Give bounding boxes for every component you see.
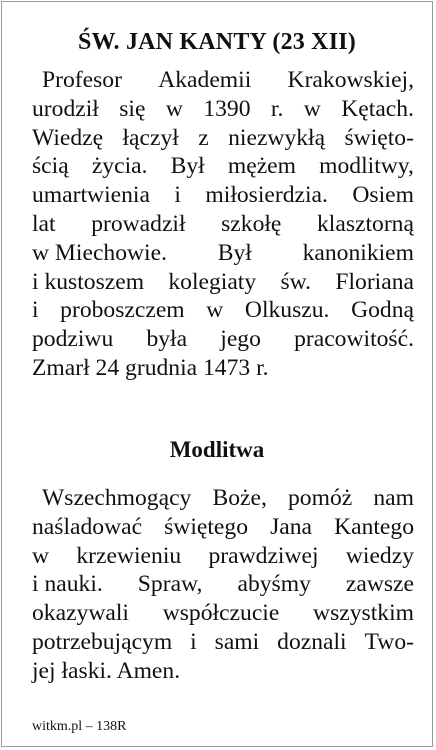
word: jego — [220, 326, 261, 353]
word: Boże, — [212, 485, 267, 511]
word: pracowitość. — [294, 326, 414, 353]
word: Był — [217, 239, 252, 266]
word: Spraw, — [137, 571, 203, 598]
word: proboszczem — [60, 297, 185, 324]
word: św. — [280, 268, 312, 295]
word: nam — [373, 485, 414, 511]
word: łączył — [122, 124, 179, 151]
word: jej łaski. Amen. — [32, 657, 181, 684]
word: podziwu — [32, 326, 114, 353]
word: Jana — [270, 513, 312, 540]
page-title: ŚW. JAN KANTY (23 XII) — [78, 29, 356, 55]
word: mężem — [227, 153, 296, 180]
word: modlitwy, — [319, 153, 414, 180]
text-line — [32, 325, 414, 354]
text-line — [32, 628, 414, 657]
word: prowadził — [91, 210, 186, 237]
word: współczucie — [162, 600, 280, 627]
word: świętego — [164, 513, 248, 540]
prayer-text — [32, 484, 414, 686]
text-line — [32, 599, 414, 628]
word: w — [206, 297, 224, 324]
text-line — [32, 268, 414, 297]
word: r. — [270, 95, 284, 122]
word: i kustoszem — [32, 268, 145, 295]
word: ścią — [32, 153, 69, 180]
word: prawdziwej — [208, 542, 319, 569]
word: Olkuszu. — [244, 297, 330, 324]
text-line — [32, 570, 414, 599]
word: i nauki. — [32, 571, 103, 598]
word: Akademii — [158, 67, 252, 93]
word: Profesor — [42, 67, 122, 93]
word: abyśmy — [237, 571, 311, 598]
word: krzewieniu — [76, 542, 182, 569]
word: klasztorną — [317, 210, 414, 237]
word: szkołę — [221, 210, 282, 237]
word: w — [32, 542, 50, 569]
word: doznali — [277, 628, 347, 655]
word: naśladować — [32, 513, 143, 540]
word: pomóż — [288, 485, 353, 511]
prayer-card — [1, 1, 433, 747]
word: życia. — [91, 153, 148, 180]
text-line — [32, 181, 414, 210]
word: Kantego — [334, 513, 414, 540]
word: potrzebującym — [32, 628, 173, 655]
text-line — [32, 354, 414, 383]
word: i — [174, 182, 181, 209]
text-line — [32, 95, 414, 124]
word: się — [119, 95, 146, 122]
word: okazywali — [32, 600, 129, 627]
word: w Miechowie. — [32, 239, 167, 266]
word: Był — [170, 153, 205, 180]
word: w — [165, 95, 183, 122]
word: Zmarł 24 grudnia 1473 r. — [32, 354, 269, 381]
text-line — [32, 124, 414, 153]
word: Osiem — [352, 182, 414, 209]
word: lat — [32, 210, 56, 237]
word: kolegiaty — [168, 268, 257, 295]
text-line — [32, 542, 414, 571]
text-line — [32, 296, 414, 325]
word: Wszechmogący — [42, 485, 192, 511]
text-line — [32, 152, 414, 181]
word: Wiedzę — [32, 124, 104, 151]
word: święto- — [344, 124, 414, 151]
word: 1390 — [203, 95, 251, 122]
word: sami — [214, 628, 260, 655]
text-line — [32, 239, 414, 268]
word: Kętach. — [341, 95, 414, 122]
word: umartwienia — [32, 182, 150, 209]
section-heading-prayer: Modlitwa — [169, 437, 265, 462]
text-line — [32, 513, 414, 542]
word: wszystkim — [313, 600, 414, 627]
text-line — [32, 484, 414, 513]
word: Godną — [351, 297, 414, 324]
word: miłosierdzia. — [205, 182, 328, 209]
word: Krakowskiej, — [287, 67, 414, 93]
word: Floriana — [335, 268, 414, 295]
word: niezwykłą — [228, 124, 326, 151]
footer-reference: witkm.pl – 138R — [32, 719, 127, 734]
word: i — [190, 628, 197, 655]
word: była — [146, 326, 188, 353]
word: zawsze — [345, 571, 414, 598]
biography-text — [32, 66, 414, 383]
text-line — [32, 66, 414, 95]
word: w — [303, 95, 321, 122]
word: Two- — [364, 628, 414, 655]
word: i — [32, 297, 39, 324]
text-line — [32, 210, 414, 239]
word: urodził — [32, 95, 99, 122]
word: kanonikiem — [302, 239, 414, 266]
text-line — [32, 657, 414, 686]
word: z — [198, 124, 209, 151]
word: wiedzy — [345, 542, 414, 569]
